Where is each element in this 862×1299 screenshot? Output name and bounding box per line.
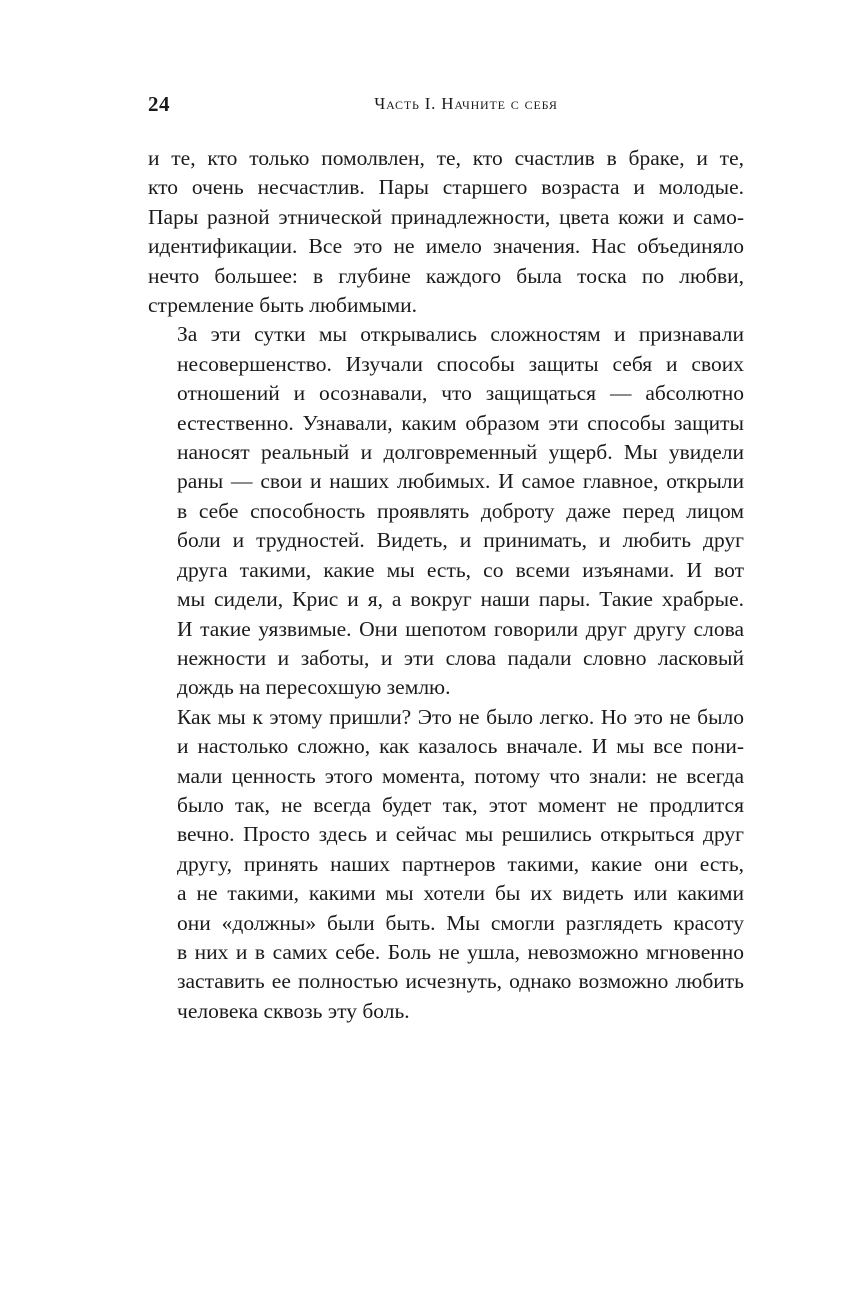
paragraph	[148, 144, 744, 320]
text-line: идентификации. Все это не имело значения. Нас объединяло	[148, 234, 744, 259]
text-line: в себе способность проявлять доброту даже перед лицом	[177, 498, 744, 523]
text-line: человека сквозь эту боль.	[177, 998, 410, 1023]
text-line: Пары разной этнической принадлежности, цвета кожи и само-	[148, 204, 744, 229]
text-line: было так, не всегда будет так, этот момент не продлится	[177, 792, 744, 817]
text-line: а не такими, какими мы хотели бы их видеть или какими	[177, 881, 744, 906]
text-line: они «должны» были быть. Мы смогли разглядеть красоту	[177, 910, 744, 935]
text-line: нечто большее: в глубине каждого была тоска по любви,	[148, 263, 744, 288]
text-line: наносят реальный и долговременный ущерб. Мы увидели	[177, 440, 744, 465]
text-line: несовершенство. Изучали способы защиты себя и своих	[177, 351, 744, 376]
paragraph	[148, 703, 744, 1026]
text-line: раны — свои и наших любимых. И самое главное, открыли	[177, 469, 744, 494]
text-line: естественно. Узнавали, каким образом эти способы защиты	[177, 410, 744, 435]
text-line: мы сидели, Крис и я, а вокруг наши пары. Такие храбрые.	[177, 587, 744, 612]
text-line: боли и трудностей. Видеть, и принимать, и любить друг	[177, 528, 744, 553]
text-line: стремление быть любимыми.	[148, 293, 418, 318]
page-number: 24	[148, 92, 170, 116]
text-line: И такие уязвимые. Они шепотом говорили друг другу слова	[177, 616, 744, 641]
body-text	[148, 144, 744, 1026]
text-line: друга такими, какие мы есть, со всеми изъянами. И вот	[177, 557, 744, 582]
page-header	[148, 92, 744, 122]
text-line: дождь на пересохшую землю.	[177, 675, 451, 700]
text-line: в них и в самих себе. Боль не ушла, невозможно мгновенно	[177, 939, 744, 964]
text-line: отношений и осознавали, что защищаться — абсолютно	[177, 381, 744, 406]
paragraph	[148, 320, 744, 702]
text-line: другу, принять наших партнеров такими, какие они есть,	[177, 851, 744, 876]
text-line: Как мы к этому пришли? Это не было легко. Но это не было	[177, 704, 744, 729]
text-line: и те, кто только помолвлен, те, кто счастлив в браке, и те,	[148, 146, 744, 170]
text-line: вечно. Просто здесь и сейчас мы решились открыться друг	[177, 822, 744, 847]
text-line: заставить ее полностью исчезнуть, однако возможно любить	[177, 969, 744, 994]
text-line: и настолько сложно, как казалось вначале. И мы все пони-	[177, 734, 744, 759]
text-line: нежности и заботы, и эти слова падали словно ласковый	[177, 645, 744, 670]
running-head: Часть I. Начните с себя	[374, 94, 558, 113]
text-line: кто очень несчастлив. Пары старшего возраста и молодые.	[148, 175, 744, 200]
text-line: За эти сутки мы открывались сложностям и признавали	[177, 322, 744, 347]
text-line: мали ценность этого момента, потому что знали: не всегда	[177, 763, 744, 788]
